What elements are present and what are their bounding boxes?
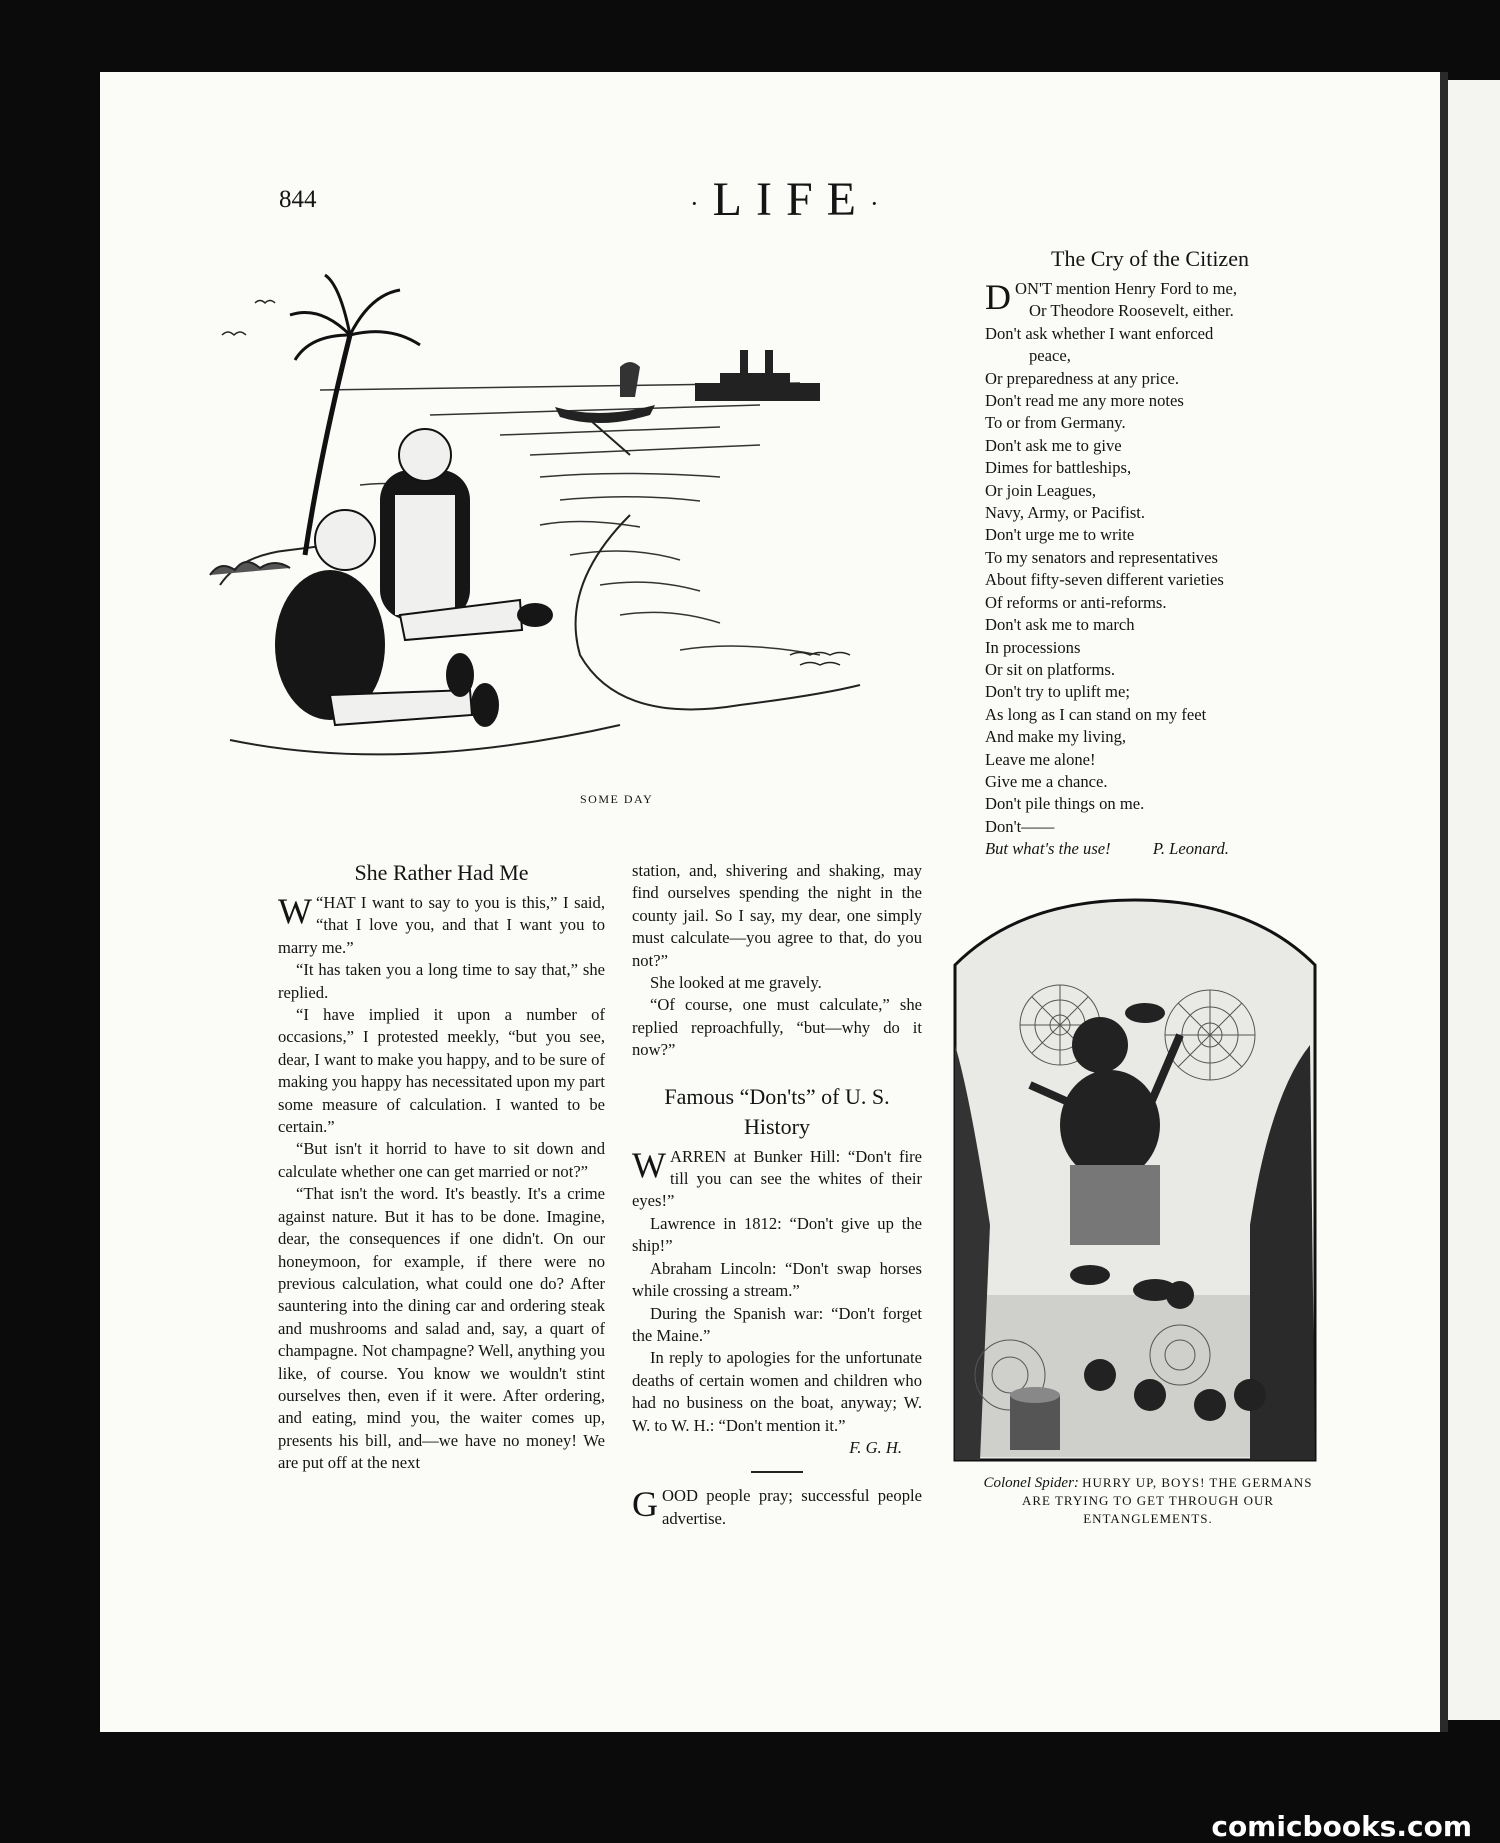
poem-line: About fifty-seven different varieties bbox=[985, 570, 1224, 590]
poem-line: Don't ask whether I want enforced bbox=[985, 323, 1214, 343]
filler-dropcap: G bbox=[632, 1484, 658, 1525]
story-column bbox=[278, 858, 605, 1475]
poem-dropcap: D bbox=[985, 277, 1011, 317]
donts-dropcap: W bbox=[632, 1144, 666, 1185]
story-paragraph: “That isn't the word. It's beastly. It's a crime against nature. But it has to be done. Imagine, dear, the consequences if one didn't. On our honeymoon, for example, if there were no previous calculation, what could one do? After sauntering into the dining car and ordering steak and mushrooms and salad and, say, a quart of champagne. Not champagne? Well, anything you like, of course. You know we wouldn't stint ourselves then, even if it were. After ordering, and eating, mind you, the waiter comes up, presents his bill, and—we have no money! We are put off at the next bbox=[278, 1184, 605, 1473]
filler-text: OOD people pray; successful people advertise. bbox=[662, 1486, 922, 1528]
section-divider bbox=[751, 1471, 803, 1473]
middle-column bbox=[632, 860, 922, 1530]
poem-line: Navy, Army, or Pacifist. bbox=[985, 503, 1146, 523]
poem-line: ON'T mention Henry Ford to me, bbox=[1015, 279, 1238, 298]
page-edge bbox=[1440, 72, 1448, 1732]
masthead-title: LIFE bbox=[712, 173, 870, 226]
poem-line: Don't ask me to march bbox=[985, 615, 1135, 635]
donts-title: Famous “Don'ts” of U. S. History bbox=[664, 1083, 890, 1139]
poem-line: Leave me alone! bbox=[985, 749, 1096, 769]
spider-cartoon-caption bbox=[983, 1474, 1313, 1528]
poem-line: To or from Germany. bbox=[985, 413, 1126, 433]
donts-paragraph: Abraham Lincoln: “Don't swap horses while crossing a stream.” bbox=[632, 1258, 922, 1301]
masthead-dot-right: · bbox=[870, 188, 893, 218]
poem-line: In processions bbox=[985, 637, 1081, 657]
story-continuation: She looked at me gravely. bbox=[650, 973, 822, 993]
poem-line: Or sit on platforms. bbox=[985, 659, 1115, 679]
poem-last-line: But what's the use! bbox=[985, 839, 1111, 859]
poem-line: Dimes for battleships, bbox=[985, 458, 1132, 478]
story-paragraph: “It has taken you a long time to say that,” she replied. bbox=[278, 960, 605, 1002]
cartoon-caption: SOME DAY bbox=[580, 792, 654, 806]
caption-speaker: Colonel Spider: bbox=[983, 1475, 1079, 1491]
poem-line: Don't read me any more notes bbox=[985, 391, 1184, 411]
masthead bbox=[690, 172, 893, 227]
story-title: She Rather Had Me bbox=[354, 860, 529, 885]
poem-line: Or join Leagues, bbox=[985, 480, 1097, 500]
donts-paragraph: ARREN at Bunker Hill: “Don't fire till you can see the whites of their eyes!” bbox=[632, 1146, 922, 1211]
caption-text: HURRY UP, BOYS! THE GERMANS ARE TRYING TO GET THROUGH OUR ENTANGLEMENTS. bbox=[1021, 1475, 1313, 1526]
masthead-dot-left: · bbox=[690, 188, 713, 218]
story-paragraph: “I have implied it upon a number of occasions,” I protested meekly, “but you see, dear, I want to make you happy, and to be sure of making you happy has necessitated upon my part some measure of calculation. I wanted to be certain.” bbox=[278, 1005, 605, 1137]
story-dropcap: W bbox=[278, 891, 312, 931]
poem-title: The Cry of the Citizen bbox=[1051, 246, 1249, 271]
poem-line: Of reforms or anti-reforms. bbox=[985, 592, 1167, 612]
poem-line: Give me a chance. bbox=[985, 771, 1108, 791]
poem-line: Or preparedness at any price. bbox=[985, 368, 1179, 388]
story-paragraph: “HAT I want to say to you is this,” I said, “that I love you, and that I want you to marry me.” bbox=[278, 893, 605, 957]
poem-author: P. Leonard. bbox=[1152, 839, 1229, 859]
donts-paragraph: Lawrence in 1812: “Don't give up the ship!” bbox=[632, 1213, 922, 1256]
page-number: 844 bbox=[279, 186, 317, 213]
poem-line: Don't pile things on me. bbox=[985, 794, 1145, 814]
poem-column bbox=[985, 244, 1315, 861]
story-continuation: “Of course, one must calculate,” she replied reproachfully, “but—why do it now?” bbox=[632, 995, 922, 1060]
poem-line: Don't try to uplift me; bbox=[985, 682, 1130, 702]
poem-body bbox=[985, 278, 1315, 861]
poem-line: And make my living, bbox=[985, 727, 1127, 747]
donts-author: F. G. H. bbox=[849, 1437, 902, 1457]
watermark: comicbooks.com bbox=[1211, 1810, 1472, 1843]
poem-line: Don't—— bbox=[985, 816, 1055, 836]
story-paragraph: “But isn't it horrid to have to sit down and calculate whether one can get married or not?” bbox=[278, 1139, 605, 1181]
poem-line: Or Theodore Roosevelt, either. bbox=[1029, 301, 1234, 321]
poem-line: Don't ask me to give bbox=[985, 435, 1122, 455]
island-cartoon-illustration bbox=[200, 255, 940, 775]
poem-line: peace, bbox=[1029, 346, 1071, 366]
donts-paragraph: In reply to apologies for the unfortunate deaths of certain women and children who had no business on the boat, anyway; W. W. to W. H.: “Don't mention it.” bbox=[632, 1348, 922, 1435]
poem-line: As long as I can stand on my feet bbox=[985, 704, 1207, 724]
donts-paragraph: During the Spanish war: “Don't forget the Maine.” bbox=[632, 1303, 922, 1345]
poem-line: Don't urge me to write bbox=[985, 525, 1135, 545]
next-page-strip bbox=[1448, 80, 1500, 1720]
poem-line: To my senators and representatives bbox=[985, 547, 1218, 567]
poem-closing bbox=[985, 838, 1315, 860]
spider-cartoon-illustration bbox=[950, 895, 1320, 1465]
story-continuation: station, and, shivering and shaking, may find ourselves spending the night in the county jail. So I say, my dear, one simply must calculate—you agree to that, do you not?” bbox=[632, 861, 922, 970]
